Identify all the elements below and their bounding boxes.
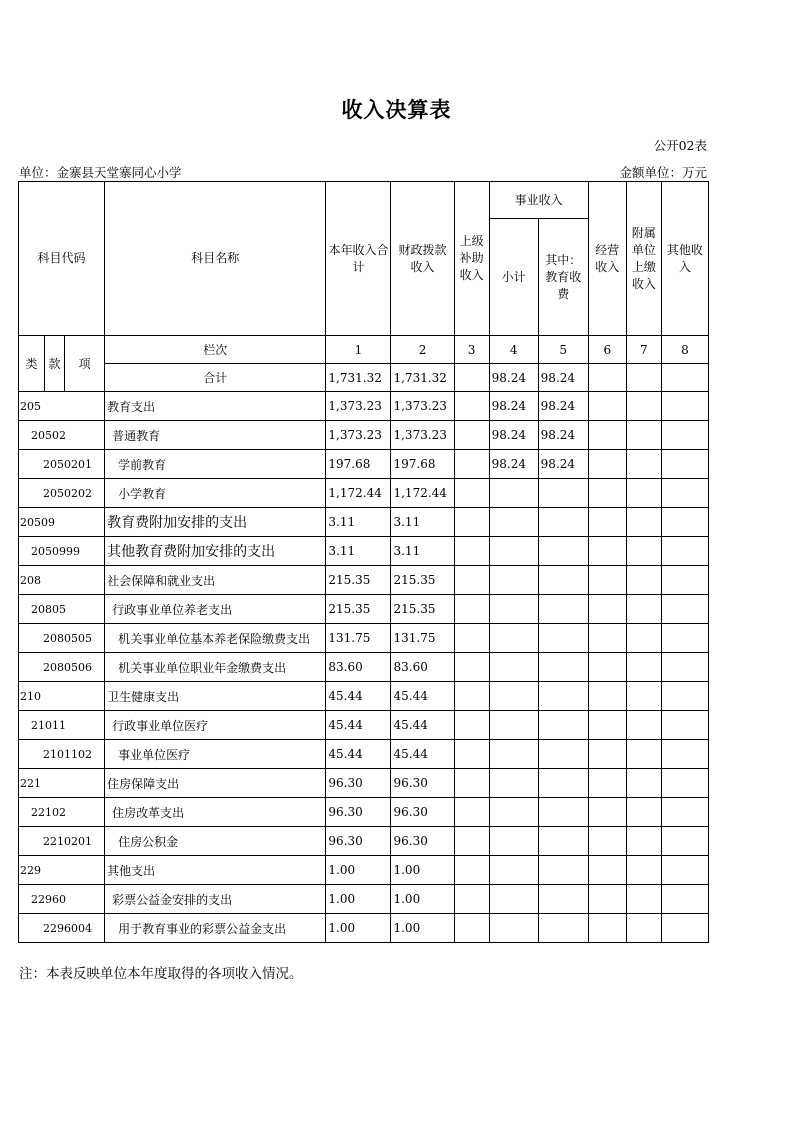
table-row <box>19 740 709 769</box>
business-edu-cell <box>538 566 588 595</box>
business-edu-cell: 98.24 <box>538 421 588 450</box>
subject-name: 普通教育 <box>105 421 326 450</box>
superior-cell <box>454 798 489 827</box>
subject-name: 其他支出 <box>105 856 326 885</box>
business-edu-cell <box>538 798 588 827</box>
operating-cell <box>588 479 626 508</box>
superior-cell <box>454 421 489 450</box>
operating-cell <box>588 769 626 798</box>
business-subtotal-cell <box>489 479 538 508</box>
total-cell: 96.30 <box>326 769 391 798</box>
business-edu-cell <box>538 537 588 566</box>
subject-code: 2050201 <box>19 450 105 479</box>
page-title: 收入决算表 <box>341 98 452 122</box>
superior-cell <box>454 885 489 914</box>
business-subtotal-cell <box>489 537 538 566</box>
fiscal-cell: 45.44 <box>391 682 454 711</box>
subject-code: 210 <box>19 682 105 711</box>
other-cell <box>661 856 708 885</box>
other-cell <box>661 392 708 421</box>
total-cell: 1,731.32 <box>326 364 391 392</box>
col-number: 2 <box>391 336 454 364</box>
table-row <box>19 769 709 798</box>
business-subtotal-cell: 98.24 <box>489 364 538 392</box>
business-subtotal-cell <box>489 566 538 595</box>
subject-name: 行政事业单位养老支出 <box>105 595 326 624</box>
affiliated-cell <box>626 827 661 856</box>
operating-cell <box>588 827 626 856</box>
subject-code: 208 <box>19 566 105 595</box>
other-cell <box>661 682 708 711</box>
fiscal-cell: 96.30 <box>391 827 454 856</box>
business-edu-cell <box>538 914 588 943</box>
business-subtotal-cell <box>489 914 538 943</box>
superior-cell <box>454 740 489 769</box>
subject-code: 2050202 <box>19 479 105 508</box>
subject-code: 20805 <box>19 595 105 624</box>
superior-cell <box>454 364 489 392</box>
subject-name: 住房保障支出 <box>105 769 326 798</box>
total-cell: 215.35 <box>326 595 391 624</box>
total-row-label: 合计 <box>105 364 326 392</box>
fiscal-cell: 215.35 <box>391 595 454 624</box>
table-row <box>19 885 709 914</box>
col-number: 1 <box>326 336 391 364</box>
affiliated-cell <box>626 798 661 827</box>
fiscal-cell: 83.60 <box>391 653 454 682</box>
fiscal-cell: 1.00 <box>391 885 454 914</box>
other-cell <box>661 711 708 740</box>
business-edu-cell: 98.24 <box>538 364 588 392</box>
fiscal-cell: 3.11 <box>391 508 454 537</box>
superior-cell <box>454 508 489 537</box>
fiscal-cell: 1.00 <box>391 856 454 885</box>
affiliated-cell <box>626 364 661 392</box>
fiscal-cell: 215.35 <box>391 566 454 595</box>
affiliated-cell <box>626 711 661 740</box>
superior-cell <box>454 566 489 595</box>
business-subtotal-cell: 98.24 <box>489 450 538 479</box>
subject-code: 2050999 <box>19 537 105 566</box>
total-cell: 45.44 <box>326 711 391 740</box>
total-cell: 45.44 <box>326 682 391 711</box>
total-cell: 1.00 <box>326 885 391 914</box>
other-cell <box>661 827 708 856</box>
table-row <box>19 421 709 450</box>
subject-name: 机关事业单位基本养老保险缴费支出 <box>105 624 326 653</box>
affiliated-cell <box>626 508 661 537</box>
other-cell <box>661 508 708 537</box>
col-number: 5 <box>538 336 588 364</box>
affiliated-cell <box>626 856 661 885</box>
business-subtotal-cell <box>489 653 538 682</box>
form-number: 公开02表 <box>653 138 707 153</box>
total-cell: 1,172.44 <box>326 479 391 508</box>
superior-cell <box>454 595 489 624</box>
fiscal-cell: 45.44 <box>391 740 454 769</box>
fiscal-cell: 1,172.44 <box>391 479 454 508</box>
subject-name: 教育支出 <box>105 392 326 421</box>
col-number: 8 <box>661 336 708 364</box>
col-number: 6 <box>588 336 626 364</box>
business-edu-cell <box>538 508 588 537</box>
subject-name: 住房改革支出 <box>105 798 326 827</box>
other-cell <box>661 653 708 682</box>
business-edu-cell <box>538 827 588 856</box>
business-edu-cell <box>538 682 588 711</box>
business-edu-cell: 98.24 <box>538 450 588 479</box>
operating-cell <box>588 364 626 392</box>
fiscal-cell: 1,373.23 <box>391 392 454 421</box>
header-fiscal: 财政拨款收入 <box>391 182 454 336</box>
superior-cell <box>454 479 489 508</box>
total-cell: 96.30 <box>326 827 391 856</box>
other-cell <box>661 595 708 624</box>
other-cell <box>661 450 708 479</box>
header-lei: 类 <box>19 336 45 392</box>
superior-cell <box>454 682 489 711</box>
other-cell <box>661 769 708 798</box>
operating-cell <box>588 885 626 914</box>
fiscal-cell: 96.30 <box>391 798 454 827</box>
table-row <box>19 711 709 740</box>
total-cell: 215.35 <box>326 566 391 595</box>
affiliated-cell <box>626 885 661 914</box>
total-cell: 83.60 <box>326 653 391 682</box>
header-other: 其他收入 <box>661 182 708 336</box>
operating-cell <box>588 450 626 479</box>
superior-cell <box>454 624 489 653</box>
subject-name: 事业单位医疗 <box>105 740 326 769</box>
fiscal-cell: 3.11 <box>391 537 454 566</box>
header-superior: 上级补助收入 <box>454 182 489 336</box>
header-code: 科目代码 <box>19 182 105 336</box>
affiliated-cell <box>626 479 661 508</box>
total-cell: 45.44 <box>326 740 391 769</box>
other-cell <box>661 479 708 508</box>
other-cell <box>661 914 708 943</box>
header-affiliated: 附属单位上缴收入 <box>626 182 661 336</box>
business-subtotal-cell <box>489 711 538 740</box>
business-edu-cell <box>538 769 588 798</box>
table-row <box>19 624 709 653</box>
subject-name: 小学教育 <box>105 479 326 508</box>
superior-cell <box>454 856 489 885</box>
table-row <box>19 450 709 479</box>
col-number: 7 <box>626 336 661 364</box>
total-cell: 1,373.23 <box>326 392 391 421</box>
business-subtotal-cell <box>489 798 538 827</box>
other-cell <box>661 537 708 566</box>
other-cell <box>661 364 708 392</box>
operating-cell <box>588 624 626 653</box>
business-subtotal-cell <box>489 827 538 856</box>
money-unit-label: 金额单位：万元 <box>619 165 707 180</box>
superior-cell <box>454 653 489 682</box>
table-row <box>19 566 709 595</box>
subject-code: 205 <box>19 392 105 421</box>
subject-name: 机关事业单位职业年金缴费支出 <box>105 653 326 682</box>
operating-cell <box>588 392 626 421</box>
business-subtotal-cell <box>489 508 538 537</box>
total-cell: 197.68 <box>326 450 391 479</box>
business-edu-cell: 98.24 <box>538 392 588 421</box>
affiliated-cell <box>626 769 661 798</box>
fiscal-cell: 131.75 <box>391 624 454 653</box>
total-cell: 3.11 <box>326 508 391 537</box>
subject-name: 行政事业单位医疗 <box>105 711 326 740</box>
subject-code: 22102 <box>19 798 105 827</box>
superior-cell <box>454 450 489 479</box>
total-cell: 1,373.23 <box>326 421 391 450</box>
footnote: 注：本表反映单位本年度取得的各项收入情况。 <box>19 966 303 982</box>
operating-cell <box>588 798 626 827</box>
total-cell: 131.75 <box>326 624 391 653</box>
operating-cell <box>588 508 626 537</box>
other-cell <box>661 885 708 914</box>
superior-cell <box>454 392 489 421</box>
business-edu-cell <box>538 711 588 740</box>
business-edu-cell <box>538 885 588 914</box>
subject-code: 229 <box>19 856 105 885</box>
table-row <box>19 392 709 421</box>
business-edu-cell <box>538 653 588 682</box>
superior-cell <box>454 537 489 566</box>
col-number: 4 <box>489 336 538 364</box>
other-cell <box>661 624 708 653</box>
fiscal-cell: 1.00 <box>391 914 454 943</box>
fiscal-cell: 1,731.32 <box>391 364 454 392</box>
total-cell: 3.11 <box>326 537 391 566</box>
affiliated-cell <box>626 682 661 711</box>
operating-cell <box>588 595 626 624</box>
subject-code: 2101102 <box>19 740 105 769</box>
affiliated-cell <box>626 566 661 595</box>
business-subtotal-cell <box>489 885 538 914</box>
income-table <box>18 181 709 943</box>
subject-code: 2080505 <box>19 624 105 653</box>
business-edu-cell <box>538 856 588 885</box>
table-row <box>19 682 709 711</box>
affiliated-cell <box>626 595 661 624</box>
subject-name: 其他教育费附加安排的支出 <box>105 537 326 566</box>
business-subtotal-cell: 98.24 <box>489 421 538 450</box>
subject-name: 学前教育 <box>105 450 326 479</box>
business-subtotal-cell <box>489 740 538 769</box>
affiliated-cell <box>626 740 661 769</box>
subject-name: 用于教育事业的彩票公益金支出 <box>105 914 326 943</box>
operating-cell <box>588 711 626 740</box>
operating-cell <box>588 537 626 566</box>
subject-code: 221 <box>19 769 105 798</box>
lanci-label: 栏次 <box>105 336 326 364</box>
subject-code: 20509 <box>19 508 105 537</box>
affiliated-cell <box>626 914 661 943</box>
table-row <box>19 537 709 566</box>
business-subtotal-cell <box>489 682 538 711</box>
subject-code: 2080506 <box>19 653 105 682</box>
business-subtotal-cell <box>489 624 538 653</box>
operating-cell <box>588 914 626 943</box>
header-business-subtotal: 小计 <box>489 219 538 336</box>
header-kuan: 款 <box>45 336 65 392</box>
operating-cell <box>588 653 626 682</box>
header-total: 本年收入合计 <box>326 182 391 336</box>
subject-code: 21011 <box>19 711 105 740</box>
subject-code: 2296004 <box>19 914 105 943</box>
header-business-edu: 其中：教育收费 <box>538 219 588 336</box>
subject-code: 20502 <box>19 421 105 450</box>
total-cell: 96.30 <box>326 798 391 827</box>
table-row <box>19 914 709 943</box>
col-number: 3 <box>454 336 489 364</box>
fiscal-cell: 1,373.23 <box>391 421 454 450</box>
operating-cell <box>588 856 626 885</box>
table-row <box>19 653 709 682</box>
business-subtotal-cell <box>489 595 538 624</box>
header-xiang: 项 <box>65 336 105 392</box>
other-cell <box>661 421 708 450</box>
operating-cell <box>588 421 626 450</box>
business-subtotal-cell <box>489 769 538 798</box>
unit-label: 单位：金寨县天堂寨同心小学 <box>19 165 182 180</box>
operating-cell <box>588 682 626 711</box>
header-name: 科目名称 <box>105 182 326 336</box>
table-row <box>19 595 709 624</box>
subject-name: 社会保障和就业支出 <box>105 566 326 595</box>
operating-cell <box>588 566 626 595</box>
other-cell <box>661 740 708 769</box>
business-edu-cell <box>538 624 588 653</box>
affiliated-cell <box>626 392 661 421</box>
business-subtotal-cell: 98.24 <box>489 392 538 421</box>
other-cell <box>661 566 708 595</box>
superior-cell <box>454 711 489 740</box>
affiliated-cell <box>626 537 661 566</box>
superior-cell <box>454 827 489 856</box>
affiliated-cell <box>626 450 661 479</box>
table-row <box>19 479 709 508</box>
business-edu-cell <box>538 740 588 769</box>
table-row <box>19 798 709 827</box>
other-cell <box>661 798 708 827</box>
superior-cell <box>454 769 489 798</box>
affiliated-cell <box>626 653 661 682</box>
fiscal-cell: 45.44 <box>391 711 454 740</box>
superior-cell <box>454 914 489 943</box>
affiliated-cell <box>626 624 661 653</box>
table-row <box>19 856 709 885</box>
subject-name: 彩票公益金安排的支出 <box>105 885 326 914</box>
business-edu-cell <box>538 479 588 508</box>
business-subtotal-cell <box>489 856 538 885</box>
fiscal-cell: 96.30 <box>391 769 454 798</box>
header-operating: 经营收入 <box>588 182 626 336</box>
fiscal-cell: 197.68 <box>391 450 454 479</box>
affiliated-cell <box>626 421 661 450</box>
subject-name: 住房公积金 <box>105 827 326 856</box>
total-cell: 1.00 <box>326 914 391 943</box>
subject-name: 卫生健康支出 <box>105 682 326 711</box>
business-edu-cell <box>538 595 588 624</box>
subject-code: 22960 <box>19 885 105 914</box>
header-business-group: 事业收入 <box>489 182 588 219</box>
table-row <box>19 508 709 537</box>
subject-code: 2210201 <box>19 827 105 856</box>
total-cell: 1.00 <box>326 856 391 885</box>
table-row <box>19 827 709 856</box>
subject-name: 教育费附加安排的支出 <box>105 508 326 537</box>
operating-cell <box>588 740 626 769</box>
